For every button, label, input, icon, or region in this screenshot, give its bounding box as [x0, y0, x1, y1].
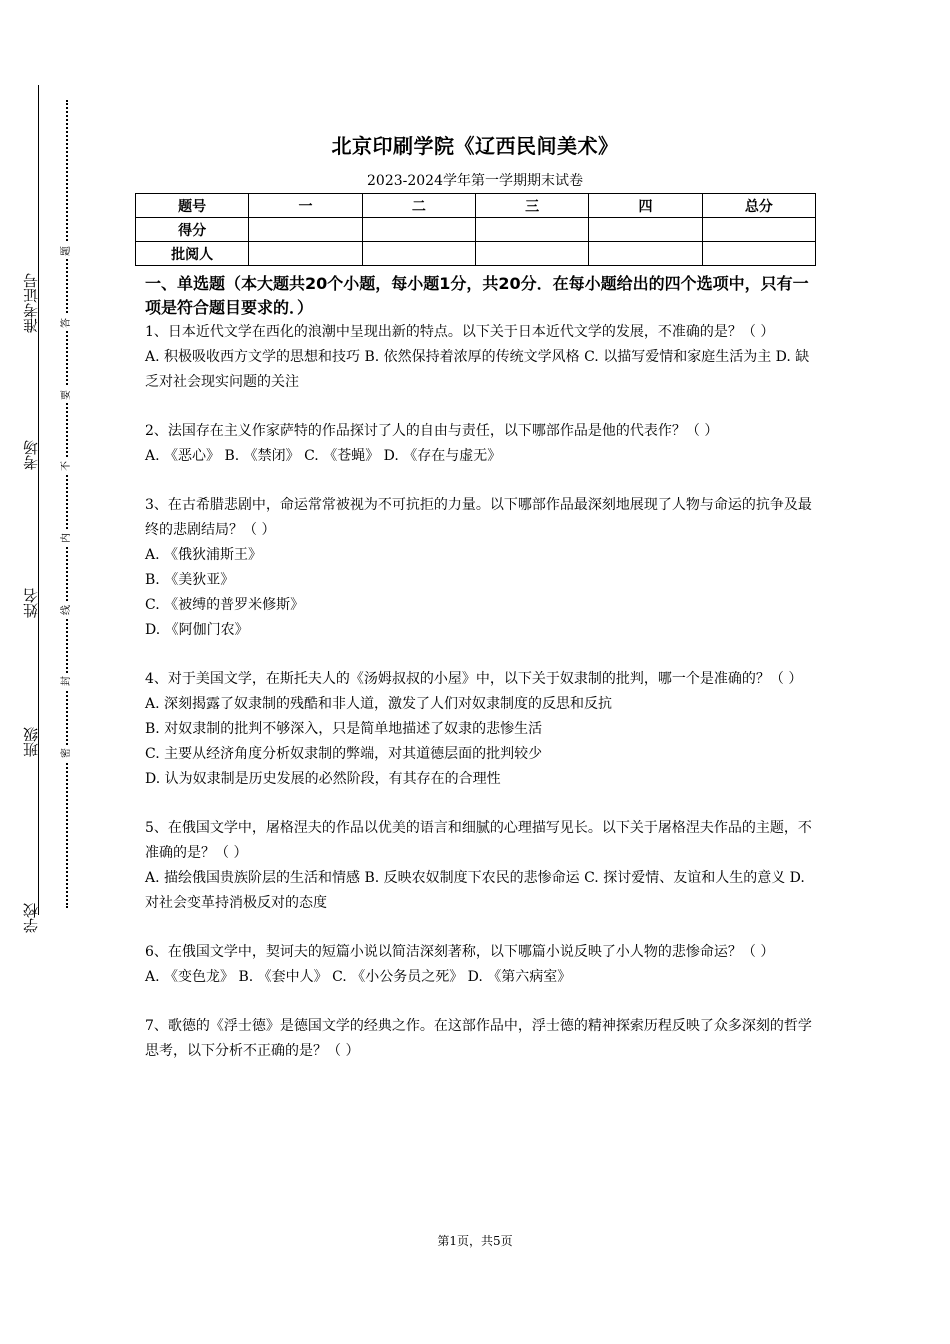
page-footer: 第1页，共5页 [437, 1234, 513, 1248]
question-option: D. 《阿伽门农》 [145, 622, 249, 638]
reviewer-cell [702, 242, 815, 266]
reviewer-row-label: 批阅人 [136, 242, 249, 266]
reviewer-cell [589, 242, 702, 266]
score-cell [249, 218, 362, 242]
question-options: A. 描绘俄国贵族阶层的生活和情感 B. 反映农奴制度下农民的悲惨命运 C. 探讨爱情、友谊和人生的意义 D. 对社会变革持消极反对的态度 [145, 870, 805, 911]
question-options: A. 积极吸收西方文学的思想和技巧 B. 依然保持着浓厚的传统文学风格 C. 以描写爱情和家庭生活为主 D. 缺乏对社会现实问题的关注 [145, 349, 810, 390]
question [145, 940, 813, 990]
score-table-row [136, 242, 816, 266]
score-row-label: 得分 [136, 218, 249, 242]
score-table-header-cell: 三 [475, 194, 588, 218]
question-stem: 5、在俄国文学中，屠格涅夫的作品以优美的语言和细腻的心理描写见长。以下关于屠格涅夫作品的主题，不准确的是？（ ） [145, 820, 812, 861]
question [145, 493, 813, 643]
score-cell [589, 218, 702, 242]
question-stem: 2、法国存在主义作家萨特的作品探讨了人的自由与责任，以下哪部作品是他的代表作？（ ） [145, 423, 719, 439]
question-stem: 3、在古希腊悲剧中，命运常常被视为不可抗拒的力量。以下哪部作品最深刻地展现了人物与命运的抗争及最终的悲剧结局？（ ） [145, 497, 812, 538]
field-exam-room: 考场 [22, 440, 40, 470]
question-option: D. 认为奴隶制是历史发展的必然阶段，有其存在的合理性 [145, 771, 501, 787]
seal-char: 答 [59, 315, 75, 331]
question-option: C. 主要从经济角度分析奴隶制的弊端，对其道德层面的批判较少 [145, 746, 543, 762]
score-table-header-cell: 总分 [702, 194, 815, 218]
seal-dotted-line [66, 100, 68, 908]
score-table-row [136, 218, 816, 242]
question-option: C. 《被缚的普罗米修斯》 [145, 597, 305, 613]
question-stem: 4、对于美国文学，在斯托夫人的《汤姆叔叔的小屋》中，以下关于奴隶制的批判，哪一个是准确的？（ ） [145, 671, 803, 687]
question-option: A. 《俄狄浦斯王》 [145, 547, 263, 563]
question [145, 320, 813, 395]
score-cell [475, 218, 588, 242]
reviewer-cell [475, 242, 588, 266]
seal-char: 封 [59, 673, 75, 689]
score-cell [702, 218, 815, 242]
field-name: 姓名 [22, 588, 40, 618]
score-cell [362, 218, 475, 242]
seal-char: 线 [59, 602, 75, 618]
exam-title: 北京印刷学院《辽西民间美术》 [331, 134, 619, 158]
field-school: 学校 [22, 903, 40, 933]
question [145, 1014, 813, 1064]
score-table [135, 193, 816, 266]
question [145, 667, 813, 792]
question-stem: 6、在俄国文学中，契诃夫的短篇小说以简洁深刻著称，以下哪篇小说反映了小人物的悲惨命运？（ ） [145, 944, 775, 960]
question-option: A. 深刻揭露了奴隶制的残酷和非人道，激发了人们对奴隶制度的反思和反抗 [145, 696, 613, 712]
seal-char: 密 [59, 745, 75, 761]
question [145, 816, 813, 916]
reviewer-cell [249, 242, 362, 266]
question-stem: 1、日本近代文学在西化的浪潮中呈现出新的特点。以下关于日本近代文学的发展，不准确的是？（ ） [145, 324, 775, 340]
score-table-header-cell: 题号 [136, 194, 249, 218]
score-table-header-row [136, 194, 816, 218]
question-options: A. 《恶心》 B. 《禁闭》 C. 《苍蝇》 D. 《存在与虚无》 [145, 448, 502, 464]
field-class: 班级 [22, 727, 40, 757]
field-exam-number: 准考证号 [22, 273, 40, 333]
question-option: B. 《美狄亚》 [145, 572, 235, 588]
reviewer-cell [362, 242, 475, 266]
score-table-header-cell: 二 [362, 194, 475, 218]
seal-char: 要 [59, 387, 75, 403]
exam-subtitle: 2023-2024学年第一学期期末试卷 [367, 173, 583, 189]
section-title: 一、单选题（本大题共20个小题，每小题1分，共20分．在每小题给出的四个选项中，只有一项是符合题目要求的．） [145, 274, 809, 317]
score-table-header-cell: 四 [589, 194, 702, 218]
score-table-header-cell: 一 [249, 194, 362, 218]
question-stem: 7、歌德的《浮士德》是德国文学的经典之作。在这部作品中，浮士德的精神探索历程反映了众多深刻的哲学思考，以下分析不正确的是？（ ） [145, 1018, 812, 1059]
seal-char: 题 [59, 243, 75, 259]
seal-char: 不 [59, 458, 75, 474]
question [145, 419, 813, 469]
question-list [145, 320, 813, 1088]
question-option: B. 对奴隶制的批判不够深入，只是简单地描述了奴隶的悲惨生活 [145, 721, 543, 737]
binding-line [38, 85, 39, 915]
seal-char: 内 [59, 530, 75, 546]
question-options: A. 《变色龙》 B. 《套中人》 C. 《小公务员之死》 D. 《第六病室》 [145, 969, 572, 985]
